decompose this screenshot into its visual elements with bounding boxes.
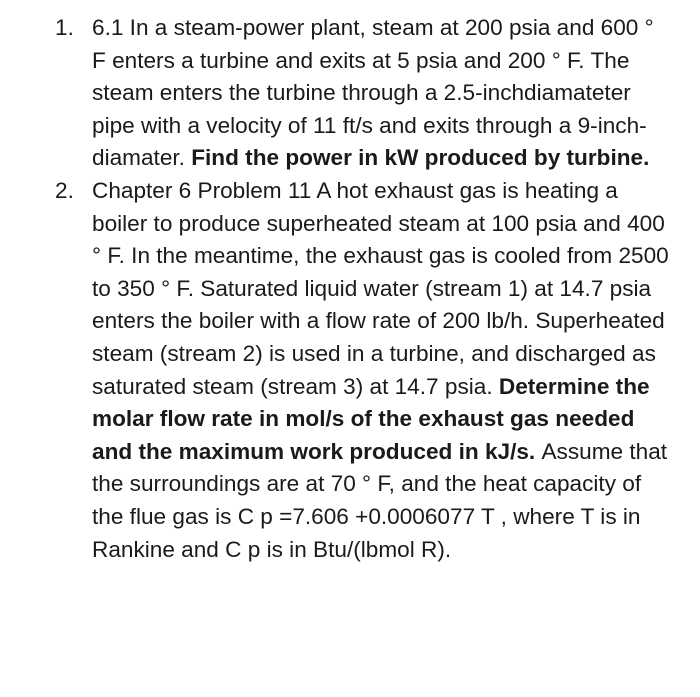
problem-assumptions: Assume that the surroundings are at 70 ° F, and the heat capacity of the flue gas is C p =7.606 +0.0006077 T , where T is in Rankine and C p is in Btu/(lbmol R). <box>92 438 668 562</box>
problem-item-2 <box>0 175 700 566</box>
problem-question: Find the power in kW produced by turbine. <box>191 145 650 171</box>
problem-item-1 <box>0 12 700 175</box>
problem-statement: 6.1 In a steam-power plant, steam at 200 psia and 600 ° F enters a turbine and exits at 5 psia and 200 ° F. The steam enters the turbine through a 2.5-inchdiamateter pipe with a velocity of 11 ft/s and exits through a 9-inch-diamater. <box>92 15 654 171</box>
problem-number: 2. <box>55 177 74 203</box>
problem-number: 1. <box>55 15 74 40</box>
problem-question: Determine the molar flow rate in mol/s of the exhaust gas needed and the maximum work produced in kJ/s. <box>92 373 650 464</box>
problem-statement: Chapter 6 Problem 11 A hot exhaust gas is heating a boiler to produce superheated steam at 100 psia and 400 ° F. In the meantime, the exhaust gas is cooled from 2500 to 350 ° F. Saturated liquid water (stream 1) at 14.7 psia enters the boiler with a flow rate of 200 lb/h. Superheated steam (stream 2) is used in a turbine, and discharged as saturated steam (stream 3) at 14.7 psia. <box>92 177 669 399</box>
problem-list <box>0 12 700 566</box>
